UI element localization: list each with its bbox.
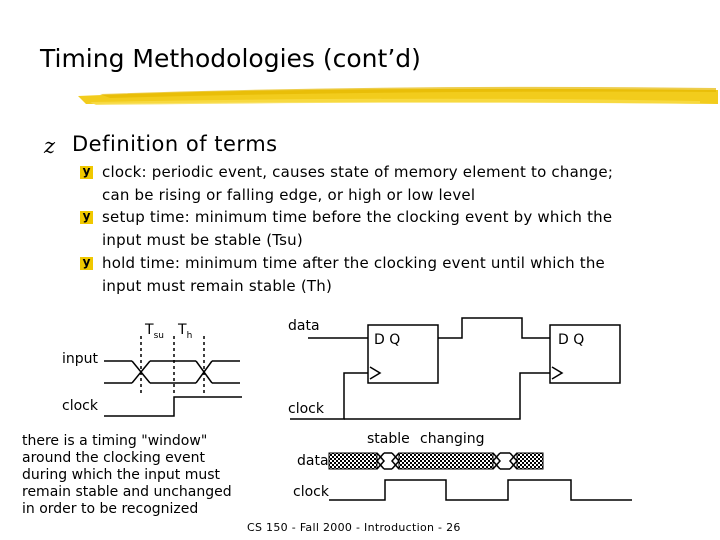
slide-title: Timing Methodologies (cont’d) [40,44,421,73]
timing-window-note [22,433,252,518]
flip-flop-1-label: D Q [374,332,401,348]
bullet-icon: y [80,166,93,179]
clock-waveform-label: clock [293,484,329,500]
bullet-icon: y [80,257,93,270]
th-label: $T_h$ [178,322,193,341]
input-signal-label: input [62,351,99,367]
section-bullet-icon: z [44,134,56,158]
data-input-label: data [288,318,320,334]
clock-input-label: clock [288,401,324,417]
slide-footer: CS 150 - Fall 2000 - Introduction - 26 [247,521,461,534]
definition-line: input must remain stable (Th) [102,277,332,295]
tsu-label: $T_{su}$ [145,322,164,341]
definition-line: input must be stable (Tsu) [102,231,303,249]
note-line: in order to be recognized [22,501,199,517]
note-line: there is a timing "window" [22,433,208,449]
definition-line: hold time: minimum time after the clocking event until which the [102,254,605,272]
note-line: remain stable and unchanged [22,484,232,500]
note-line: around the clocking event [22,450,206,466]
definition-line: setup time: minimum time before the clocking event by which the [102,208,613,226]
section-heading: Definition of terms [72,132,278,156]
data-waveform-label: data [297,453,329,469]
stable-label: stable [367,431,410,447]
note-line: during which the input must [22,467,221,483]
definition-line: clock: periodic event, causes state of memory element to change; [102,163,614,181]
clock-signal-label: clock [62,398,98,414]
changing-label: changing [420,431,485,447]
bullet-icon: y [80,211,93,224]
definition-line: can be rising or falling edge, or high or low level [102,186,476,204]
flip-flop-2-label: D Q [558,332,585,348]
